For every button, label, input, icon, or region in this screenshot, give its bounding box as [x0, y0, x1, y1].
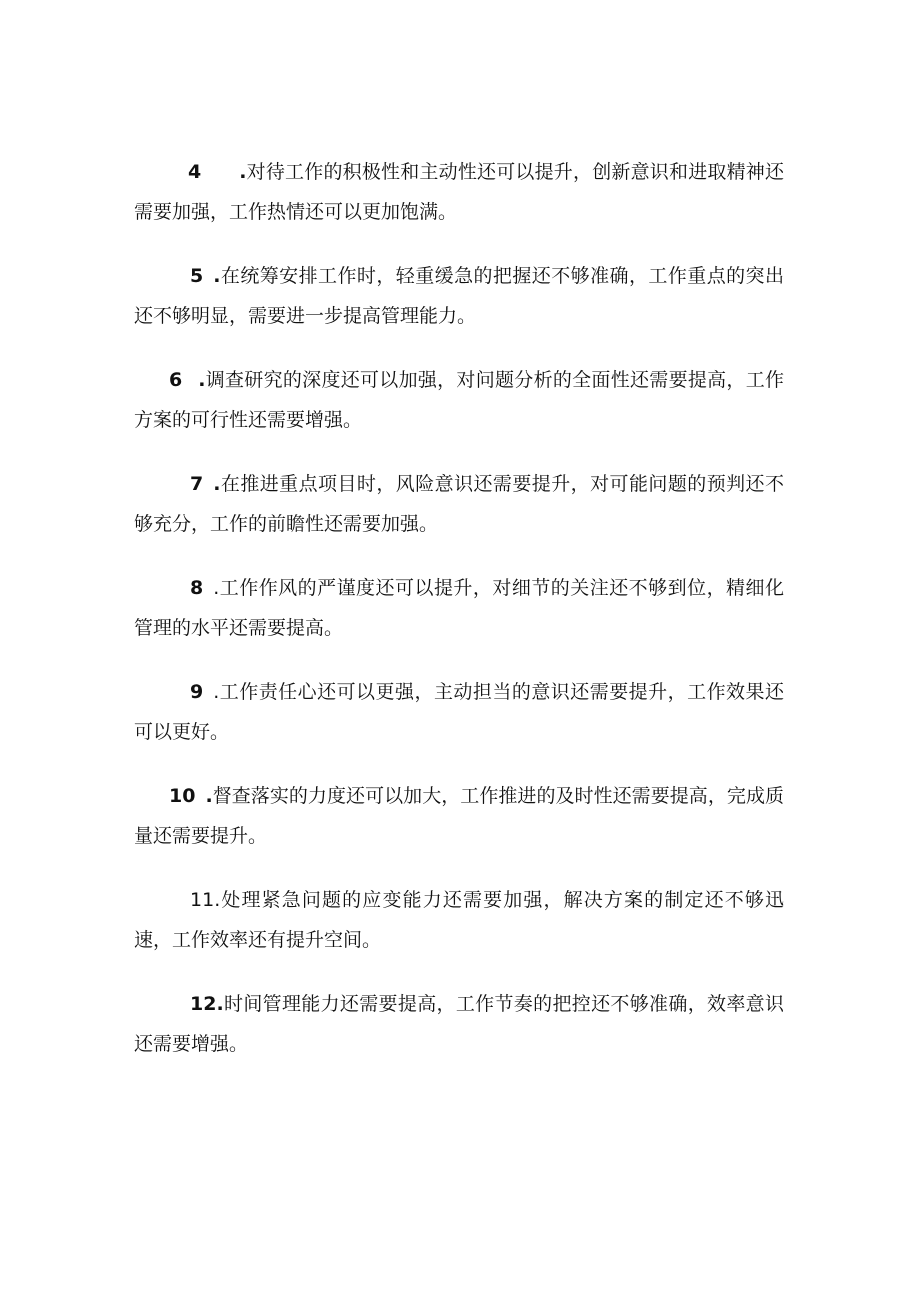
list-item: [134, 672, 784, 752]
item-separator: .: [205, 785, 213, 807]
item-number: 6: [169, 369, 183, 391]
list-item: [134, 360, 784, 440]
item-text: 对待工作的积极性和主动性还可以提升，创新意识和进取精神还需要加强，工作热情还可以更加饱满。: [134, 161, 784, 223]
list-item: [134, 776, 784, 856]
list-item: [134, 880, 784, 960]
item-text: 工作责任心还可以更强，主动担当的意识还需要提升，工作效果还可以更好。: [134, 681, 784, 743]
list-item: [134, 256, 784, 336]
item-separator: .: [213, 265, 221, 287]
item-number: 8: [190, 577, 204, 599]
item-text: 处理紧急问题的应变能力还需要加强，解决方案的制定还不够迅速，工作效率还有提升空间。: [134, 889, 784, 951]
list-item: [134, 464, 784, 544]
item-separator: .: [216, 993, 224, 1015]
item-text: 时间管理能力还需要提高，工作节奏的把控还不够准确，效率意识还需要增强。: [134, 993, 784, 1055]
item-separator: .: [214, 889, 221, 911]
item-number: 11: [190, 889, 215, 911]
item-number: 12: [190, 993, 217, 1015]
item-separator: .: [213, 473, 221, 495]
numbered-list: [134, 152, 784, 1088]
item-separator: .: [213, 577, 220, 599]
item-separator: .: [239, 161, 247, 183]
item-text: 在推进重点项目时，风险意识还需要提升，对可能问题的预判还不够充分，工作的前瞻性还需要加强。: [134, 473, 784, 535]
item-number: 10: [169, 785, 196, 807]
item-number: 4: [188, 161, 202, 183]
item-text: 调查研究的深度还可以加强，对问题分析的全面性还需要提高，工作方案的可行性还需要增强。: [134, 369, 784, 431]
item-text: 督查落实的力度还可以加大，工作推进的及时性还需要提高，完成质量还需要提升。: [134, 785, 784, 847]
item-text: 在统筹安排工作时，轻重缓急的把握还不够准确，工作重点的突出还不够明显，需要进一步提高管理能力。: [134, 265, 784, 327]
list-item: [134, 568, 784, 648]
list-item: [134, 152, 784, 232]
item-number: 5: [190, 265, 204, 287]
item-separator: .: [198, 369, 206, 391]
item-separator: .: [213, 681, 220, 703]
item-number: 7: [190, 473, 204, 495]
item-text: 工作作风的严谨度还可以提升，对细节的关注还不够到位，精细化管理的水平还需要提高。: [134, 577, 784, 639]
item-number: 9: [190, 681, 204, 703]
list-item: [134, 984, 784, 1064]
